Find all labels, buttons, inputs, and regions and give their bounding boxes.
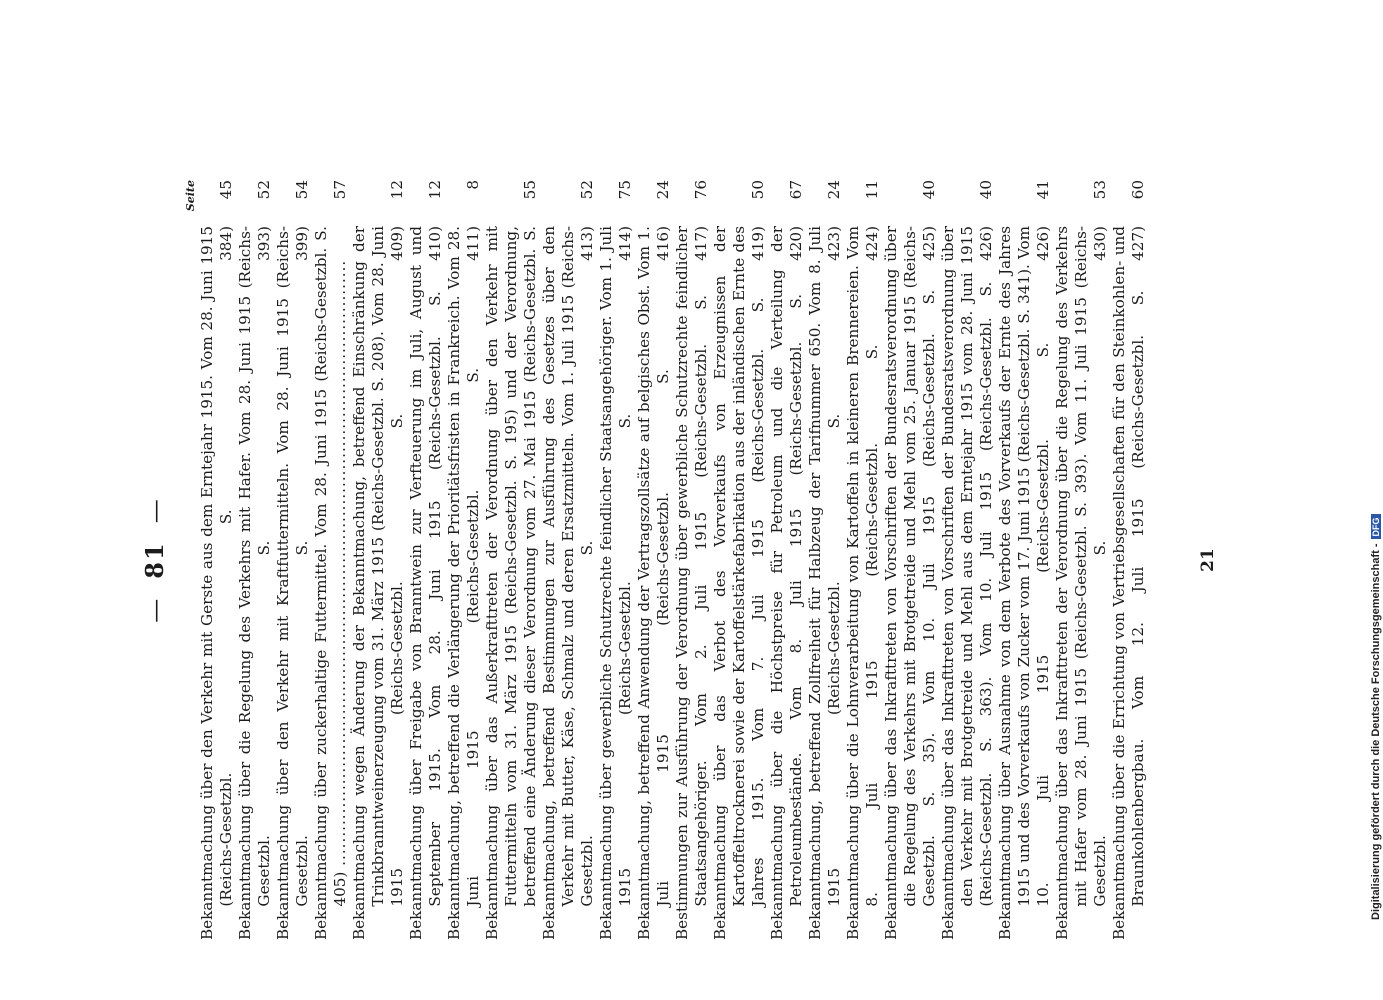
entry-page: 40 [977,180,996,222]
dfg-logo: DFG [1371,514,1381,539]
list-item: Bekanntmachung, betreffend die Verlängerung der Prioritätsfristen in Frankreich. Vom 28. Juni 1915 (Reichs-Gesetzbl. S. 411) ..... 8 [445,180,483,940]
list-item: Bekanntmachung, betreffend Zollfreiheit für Halbzeug der Tarifnummer 650. Vom 8. Juli 1915 (Reichs-Gesetzbl. S. 423) ..... 24 [806,180,844,940]
entry-page: 24 [654,180,673,222]
rotated-page [140,180,1230,940]
header-dash-left: — [141,596,169,623]
list-item: Bekanntmachung über die Regelung des Verkehrs mit Hafer. Vom 28. Juni 1915 (Reichs-Gesetzbl. S. 393) ..... 52 [236,180,274,940]
funding-note [1370,514,1382,920]
header-dash-right: — [141,497,169,524]
entry-page: 52 [255,180,274,222]
list-item: Bekanntmachung über das Verbot des Vorverkaufs von Erzeugnissen der Kartoffeltrocknerei sowie der Kartoffelstärkefabrikation aus der inländischen Ernte des Jahres 1915. Vom 7. Juli 1915 (Reichs-Gesetzbl. S. 419) ..... 50 [711,180,768,940]
page-number: 81 [140,541,169,579]
entry-page: 50 [749,180,768,222]
funding-note-text: Digitalisierung gefördert durch die Deutsche Forschungsgemeinschaft - [1370,543,1382,920]
entry-page: 76 [692,180,711,222]
entry-page: 52 [578,180,597,222]
list-item: Bekanntmachung über den Verkehr mit Gerste aus dem Erntejahr 1915. Vom 28. Juni 1915 (Reichs-Gesetzbl. S. 384) ..... 45 [198,180,236,940]
list-item: Bekanntmachung wegen Änderung der Bekanntmachung, betreffend Einschränkung der Trinkbranntweinerzeugung vom 31. März 1915 (Reichs-Gesetzbl. S. 208). Vom 28. Juni 1915 (Reichs-Gesetzbl. S. 409) ..... 12 [350,180,407,940]
signature-mark: 21 [1198,548,1218,572]
list-item: Bekanntmachung über den Verkehr mit Kraftfuttermitteln. Vom 28. Juni 1915 (Reichs-Gesetzbl. S. 399) ..... 54 [274,180,312,940]
entry-page: 75 [616,180,635,222]
list-item: Bekanntmachung über das Außerkrafttreten der Verordnung über den Verkehr mit Futtermitteln vom 31. März 1915 (Reichs-Gesetzbl. S. 195) und der Verordnung, betreffend eine Änderung dieser Verordnung vom 27. Mai 1915 (Reichs-Gesetzbl. S. ..... 55 [483,180,540,940]
page-header [140,180,200,940]
entry-page: 60 [1129,180,1148,222]
entry-page: 67 [787,180,806,222]
list-item: Bekanntmachung, betreffend Bestimmungen zur Ausführung des Gesetzes über den Verkehr mit Butter, Käse, Schmalz und deren Ersatzmitteln. Vom 1. Juli 1915 (Reichs-Gesetzbl. S. 413) ..... 52 [540,180,597,940]
list-item: Bekanntmachung über die Errichtung von Vertriebsgesellschaften für den Steinkohlen- und Braunkohlenbergbau. Vom 12. Juli 1915 (Reichs-Gesetzbl. S. 427) ..... 60 [1110,180,1148,940]
list-item: Bekanntmachung über das Inkrafttreten der Verordnung über die Regelung des Verkehrs mit Hafer vom 28. Juni 1915 (Reichs-Gesetzbl. S. 393). Vom 11. Juli 1915 (Reichs-Gesetzbl. S. 430) ..... 53 [1053,180,1110,940]
entry-page: 12 [388,180,407,222]
list-item: Bekanntmachung über die Lohnverarbeitung von Kartoffeln in kleineren Brennereien. Vom 8. Juli 1915 (Reichs-Gesetzbl. S. 424) ..... 11 [844,180,882,940]
entry-page: 45 [217,180,236,222]
entry-page: 57 [331,180,350,222]
list-item: Bekanntmachung über Ausnahme von dem Verbote des Vorverkaufs der Ernte des Jahres 1915 und des Vorverkaufs von Zucker vom 17. Juni 1915 (Reichs-Gesetzbl. S. 341). Vom 10. Juli 1915 (Reichs-Gesetzbl. S. 426) ..... 41 [996,180,1053,940]
entry-page: 41 [1034,180,1053,222]
list-item: Bekanntmachung über die Höchstpreise für Petroleum und die Verteilung der Petroleumbestände. Vom 8. Juli 1915 (Reichs-Gesetzbl. S. 420) ..... 67 [768,180,806,940]
list-item: Bekanntmachung über gewerbliche Schutzrechte feindlicher Staatsangehöriger. Vom 1. Juli 1915 (Reichs-Gesetzbl. S. 414) ..... 75 [597,180,635,940]
entry-list [198,180,1148,940]
entry-page: 24 [825,180,844,222]
list-item: Bekanntmachung über das Inkrafttreten von Vorschriften der Bundesratsverordnung über den Verkehr mit Brotgetreide und Mehl aus dem Erntejahr 1915 vom 28. Juni 1915 (Reichs-Gesetzbl. S. 363). Vom 10. Juli 1915 (Reichs-Gesetzbl. S. 426) ..... 40 [939,180,996,940]
list-item: Bekanntmachung über zuckerhaltige Futtermittel. Vom 28. Juni 1915 (Reichs-Gesetzbl. S. 405) ..... 57 [312,180,350,940]
entry-page: 11 [863,180,882,222]
entry-page: 53 [1091,180,1110,222]
entry-page: 55 [521,180,540,222]
list-item: Bekanntmachung über Freigabe von Branntwein zur Verfteuerung im Juli, August und September 1915. Vom 28. Juni 1915 (Reichs-Gesetzbl. S. 410) ..... 12 [407,180,445,940]
list-item: Bekanntmachung, betreffend Anwendung der Vertragszollsätze auf belgisches Obst. Vom 1. Juli 1915 (Reichs-Gesetzbl. S. 416) ..... 24 [635,180,673,940]
entry-page: 12 [426,180,445,222]
entry-page: 40 [920,180,939,222]
column-head-seite: Seite [184,180,197,212]
list-item: Bestimmungen zur Ausführung der Verordnung über gewerbliche Schutzrechte feindlicher Staatsangehöriger. Vom 2. Juli 1915 (Reichs-Gesetzbl. S. 417) ..... 76 [673,180,711,940]
list-item: Bekanntmachung über das Inkrafttreten von Vorschriften der Bundesratsverordnung über die Regelung des Verkehrs mit Brotgetreide und Mehl vom 25. Januar 1915 (Reichs-Gesetzbl. S. 35). Vom 10. Juli 1915 (Reichs-Gesetzbl. S. 425) ..... 40 [882,180,939,940]
entry-page: 8 [464,180,483,222]
entry-page: 54 [293,180,312,222]
